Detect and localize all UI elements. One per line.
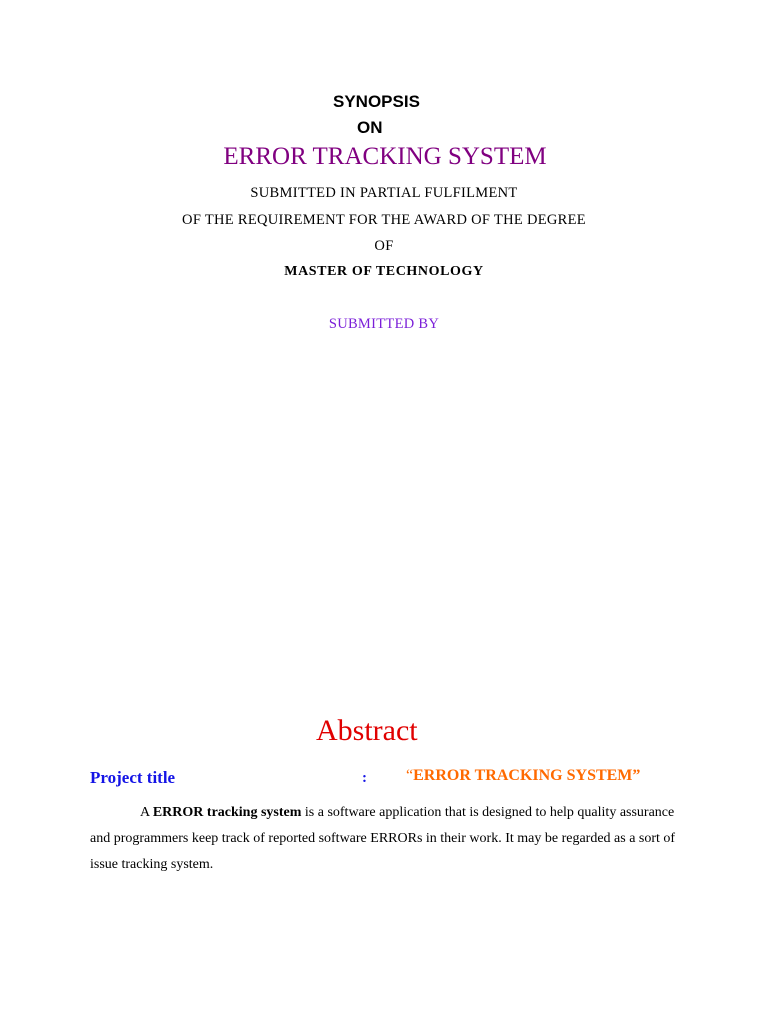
- synopsis-heading: SYNOPSIS: [333, 92, 420, 111]
- project-title-text: ERROR TRACKING SYSTEM: [413, 767, 633, 784]
- submission-line-1: SUBMITTED IN PARTIAL FULFILMENT: [250, 185, 518, 201]
- submission-line-3: OF: [374, 238, 394, 254]
- abstract-heading: Abstract: [316, 714, 418, 747]
- on-heading: ON: [357, 118, 383, 137]
- close-quote: ”: [632, 767, 641, 784]
- submission-line-2: OF THE REQUIREMENT FOR THE AWARD OF THE DEGREE: [182, 212, 586, 228]
- paragraph-bold-term: ERROR tracking system: [152, 805, 302, 820]
- abstract-paragraph: [90, 800, 690, 878]
- project-title-label: Project title: [90, 768, 176, 787]
- open-quote: “: [406, 767, 414, 784]
- paragraph-body: is a software application that is designed to help quality assurance and programmers keep track of reported software ERRORs in their work. It may be regarded as a sort of issue tracking system.: [90, 805, 676, 872]
- project-title-heading: ERROR TRACKING SYSTEM: [223, 143, 547, 170]
- paragraph-prefix: A: [140, 805, 153, 820]
- submitted-by-label: SUBMITTED BY: [328, 316, 440, 332]
- degree-name: MASTER OF TECHNOLOGY: [284, 264, 484, 279]
- project-title-value: [406, 767, 640, 785]
- project-title-colon: :: [362, 770, 367, 786]
